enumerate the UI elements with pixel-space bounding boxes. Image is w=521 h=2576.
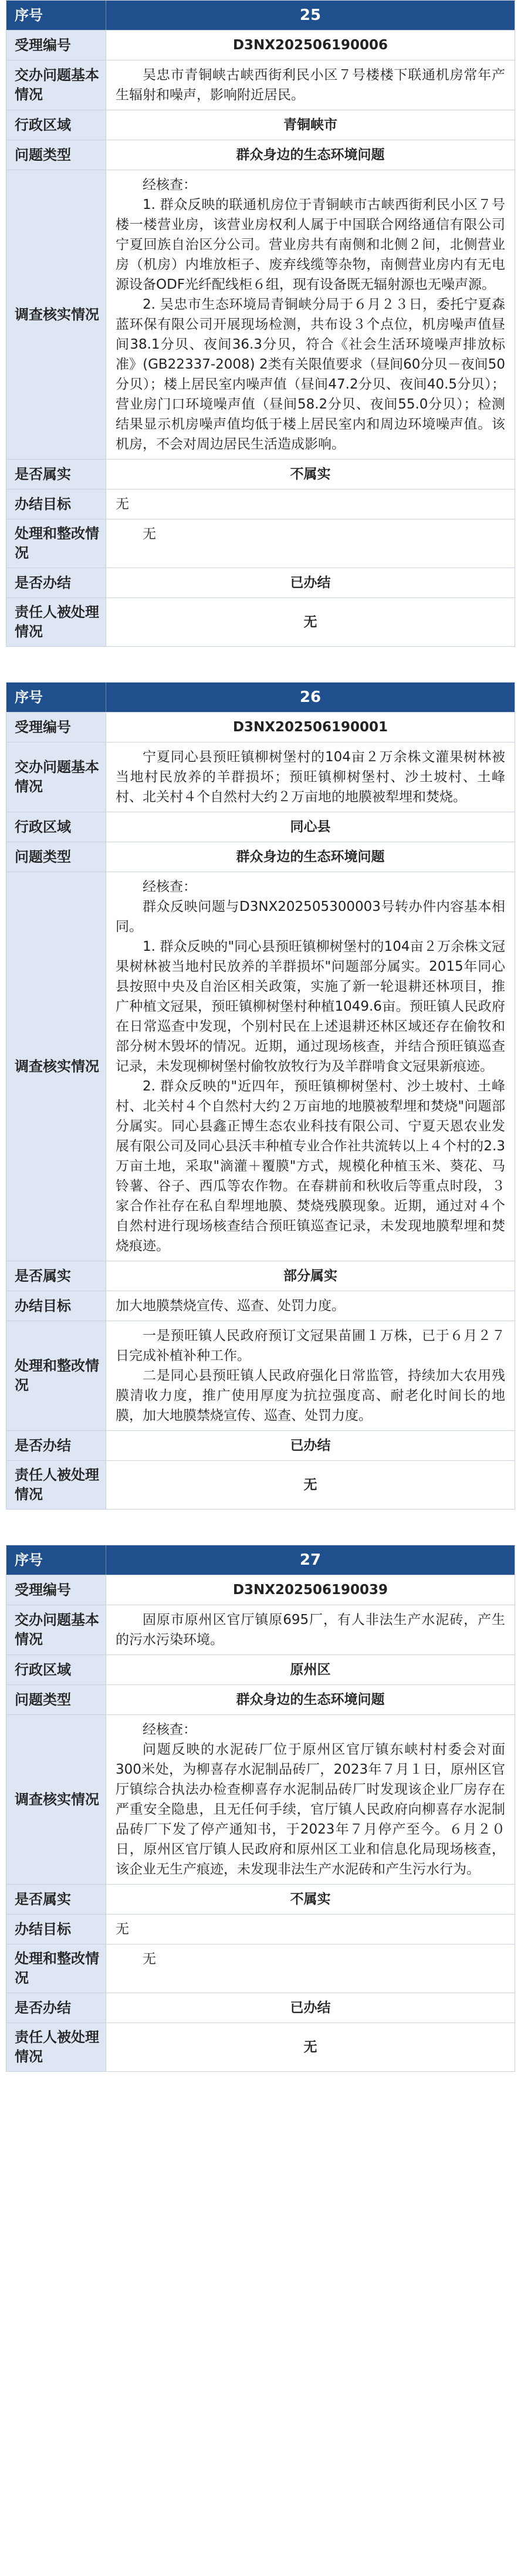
seq-label: 序号 bbox=[6, 1, 106, 30]
investigation-paragraph: 经核查： bbox=[143, 879, 197, 894]
issue-value bbox=[106, 742, 515, 812]
type-row bbox=[6, 842, 515, 872]
handling-paragraph: 一是预旺镇人民政府预订文冠果苗圃１万株，已于６月２７日完成补植补种工作。 bbox=[116, 1328, 505, 1363]
goal-row bbox=[6, 489, 515, 519]
seq-row bbox=[6, 1, 515, 30]
id-label: 受理编号 bbox=[6, 31, 106, 60]
id-value: D3NX202506190039 bbox=[232, 1582, 388, 1598]
id-row bbox=[6, 1575, 515, 1605]
handling-value bbox=[106, 1321, 515, 1430]
investigation-paragraph: 经核查： bbox=[143, 1722, 197, 1737]
seq-row bbox=[6, 1545, 515, 1575]
verified-label: 是否属实 bbox=[6, 1885, 106, 1914]
responsible-label: 责任人被处理情况 bbox=[6, 2023, 106, 2071]
verified-row bbox=[6, 459, 515, 489]
done-row bbox=[6, 568, 515, 597]
id-label: 受理编号 bbox=[6, 1575, 106, 1605]
type-value: 群众身边的生态环境问题 bbox=[236, 147, 385, 163]
responsible-value: 无 bbox=[303, 2040, 317, 2055]
investigation-paragraph: 问题反映的水泥砖厂位于原州区官厅镇东峡村村委会对面300米处，为柳喜存水泥制品砖厂，2023年７月１日，原州区官厅镇综合执法办检查柳喜存水泥制品砖厂时发现该企业厂房存在严重安全隐患，且无任何手续，官厅镇人民政府向柳喜存水泥制品砖厂下发了停产通知书，于2023年７月停产至今。６月２０日，原州区官厅镇人民政府和原州区工业和信息化局现场核查，该企业无生产痕迹，未发现非法生产水泥砖和产生污水行为。 bbox=[116, 1742, 505, 1877]
verified-value: 部分属实 bbox=[283, 1268, 337, 1284]
area-value: 原州区 bbox=[290, 1662, 331, 1677]
responsible-label: 责任人被处理情况 bbox=[6, 598, 106, 646]
investigation-row bbox=[6, 170, 515, 459]
case-table bbox=[6, 0, 515, 647]
responsible-label: 责任人被处理情况 bbox=[6, 1461, 106, 1509]
handling-row bbox=[6, 1944, 515, 1993]
handling-paragraph: 无 bbox=[143, 526, 156, 542]
investigation-label: 调查核实情况 bbox=[6, 1715, 106, 1884]
type-label: 问题类型 bbox=[6, 1685, 106, 1714]
id-label: 受理编号 bbox=[6, 713, 106, 742]
area-row bbox=[6, 812, 515, 842]
handling-row bbox=[6, 519, 515, 568]
id-value: D3NX202506190001 bbox=[232, 720, 388, 735]
verified-row bbox=[6, 1261, 515, 1291]
done-label: 是否办结 bbox=[6, 1993, 106, 2023]
investigation-value bbox=[106, 170, 515, 459]
area-row bbox=[6, 110, 515, 140]
investigation-row bbox=[6, 872, 515, 1261]
seq-value: 27 bbox=[299, 1551, 322, 1569]
done-value: 已办结 bbox=[290, 2000, 331, 2015]
type-row bbox=[6, 140, 515, 170]
area-label: 行政区域 bbox=[6, 110, 106, 140]
issue-text: 宁夏同心县预旺镇柳树堡村的104亩２万余株文灌果树林被当地村民放养的羊群损坏；预旺镇柳树堡村、沙土坡村、土峰村、北关村４个自然村大约２万亩地的地膜被犁埋和焚烧。 bbox=[116, 749, 505, 805]
investigation-paragraph: 经核查： bbox=[143, 177, 197, 193]
type-value: 群众身边的生态环境问题 bbox=[236, 849, 385, 865]
area-label: 行政区域 bbox=[6, 1655, 106, 1684]
issue-row bbox=[6, 1605, 515, 1655]
handling-label: 处理和整改情况 bbox=[6, 519, 106, 568]
done-value: 已办结 bbox=[290, 575, 331, 590]
card-spacer bbox=[0, 1510, 521, 1545]
id-row bbox=[6, 712, 515, 742]
handling-value bbox=[106, 1944, 515, 1993]
seq-value: 26 bbox=[299, 688, 322, 706]
done-row bbox=[6, 1993, 515, 2023]
goal-row bbox=[6, 1914, 515, 1944]
area-value: 同心县 bbox=[290, 819, 331, 835]
goal-label: 办结目标 bbox=[6, 1915, 106, 1944]
issue-value bbox=[106, 1605, 515, 1655]
type-value: 群众身边的生态环境问题 bbox=[236, 1692, 385, 1707]
area-row bbox=[6, 1655, 515, 1684]
seq-label: 序号 bbox=[6, 1545, 106, 1575]
goal-value: 无 bbox=[116, 1922, 129, 1937]
id-row bbox=[6, 30, 515, 60]
verified-value: 不属实 bbox=[290, 467, 331, 482]
investigation-value bbox=[106, 872, 515, 1261]
investigation-paragraph: 2. 群众反映的"近四年，预旺镇柳树堡村、沙土坡村、土峰村、北关村４个自然村大约２万亩地的地膜被犁埋和焚烧"问题部分属实。同心县鑫正博生态农业科技有限公司、宁夏天恩农业发展有限公司及同心县沃丰种植专业合作社共流转以上４个村的2.3万亩土地，采取"滴灌＋覆膜"方式，规模化种植玉米、葵花、马铃薯、谷子、西瓜等农作物。在春耕前和秋收后等重点时段，３家合作社存在私自犁埋地膜、焚烧残膜现象。近期，通过对４个自然村进行现场核查结合预旺镇巡查记录，未发现地膜犁埋和焚烧痕迹。 bbox=[116, 1079, 505, 1254]
responsible-row bbox=[6, 1460, 515, 1509]
responsible-row bbox=[6, 2023, 515, 2071]
issue-text: 吴忠市青铜峡古峡西街利民小区７号楼楼下联通机房常年产生辐射和噪声，影响附近居民。 bbox=[116, 67, 505, 103]
handling-paragraph: 二是同心县预旺镇人民政府强化日常监管，持续加大农用残膜清收力度，推广使用厚度为抗拉强度高、耐老化时间长的地膜，加大地膜禁烧宣传、巡查、处罚力度。 bbox=[116, 1368, 505, 1423]
goal-row bbox=[6, 1291, 515, 1321]
seq-value: 25 bbox=[299, 6, 322, 24]
goal-value: 无 bbox=[116, 497, 129, 512]
type-row bbox=[6, 1684, 515, 1714]
card-spacer bbox=[0, 647, 521, 682]
investigation-paragraph: 1. 群众反映的联通机房位于青铜峡市古峡西街利民小区７号楼一楼营业房，该营业房权利人属于中国联合网络通信有限公司宁夏回族自治区分公司。营业房共有南侧和北侧２间，北侧营业房（机房）内堆放柜子、废弃线缆等杂物，南侧营业房内有无电源设备ODF光纤配线柜６组，现有设备既无辐射源也无噪声源。 bbox=[116, 197, 505, 292]
issue-label: 交办问题基本情况 bbox=[6, 60, 106, 110]
goal-value: 加大地膜禁烧宣传、巡查、处罚力度。 bbox=[116, 1298, 345, 1314]
goal-label: 办结目标 bbox=[6, 1291, 106, 1321]
seq-label: 序号 bbox=[6, 683, 106, 712]
handling-paragraph: 无 bbox=[143, 1952, 156, 1967]
investigation-row bbox=[6, 1714, 515, 1884]
issue-label: 交办问题基本情况 bbox=[6, 742, 106, 812]
investigation-label: 调查核实情况 bbox=[6, 872, 106, 1261]
investigation-paragraph: 2. 吴忠市生态环境局青铜峡分局于６月２３日，委托宁夏森蓝环保有限公司开展现场检测，共布设３个点位，机房噪声值昼间38.1分贝、夜间36.3分贝，符合《社会生活环境噪声排放标准》(GB22337-2008) 2类有关限值要求（昼间60分贝－夜间50分贝）；楼上居民室内噪声值（昼间47.2分贝、夜间40.5分贝）；营业房门口环境噪声值（昼间58.2分贝、夜间55.0分贝）；检测结果显示机房噪声值均低于楼上居民室内和周边环境噪声值。该机房，不会对周边居民生活造成影响。 bbox=[116, 297, 506, 452]
handling-label: 处理和整改情况 bbox=[6, 1944, 106, 1993]
investigation-label: 调查核实情况 bbox=[6, 170, 106, 459]
type-label: 问题类型 bbox=[6, 842, 106, 872]
case-table bbox=[6, 682, 515, 1510]
verified-row bbox=[6, 1884, 515, 1914]
done-label: 是否办结 bbox=[6, 1431, 106, 1460]
handling-label: 处理和整改情况 bbox=[6, 1321, 106, 1430]
goal-label: 办结目标 bbox=[6, 489, 106, 519]
issue-row bbox=[6, 742, 515, 812]
responsible-row bbox=[6, 597, 515, 646]
verified-label: 是否属实 bbox=[6, 460, 106, 489]
area-label: 行政区域 bbox=[6, 812, 106, 842]
verified-value: 不属实 bbox=[290, 1892, 331, 1907]
id-value: D3NX202506190006 bbox=[232, 38, 388, 53]
type-label: 问题类型 bbox=[6, 140, 106, 170]
case-table bbox=[6, 1545, 515, 2072]
done-value: 已办结 bbox=[290, 1438, 331, 1453]
done-label: 是否办结 bbox=[6, 568, 106, 597]
responsible-value: 无 bbox=[303, 615, 317, 630]
done-row bbox=[6, 1430, 515, 1460]
investigation-paragraph: 群众反映问题与D3NX202505300003号转办件内容基本相同。 bbox=[116, 899, 505, 934]
issue-value bbox=[106, 60, 515, 110]
investigation-paragraph: 1. 群众反映的"同心县预旺镇柳树堡村的104亩２万余株文冠果树林被当地村民放养的羊群损坏"问题部分属实。2015年同心县按照中央及自治区相关政策，实施了新一轮退耕还林项目，推广种植文冠果，预旺镇柳树堡村种植1049.6亩。预旺镇人民政府在日常巡查中发现，个别村民在上述退耕还林区域还存在偷牧和部分树木毁坏的情况。近期，通过现场核查，并结合预旺镇巡查记录，未发现柳树堡村偷牧放牧行为及羊群啃食文冠果新痕迹。 bbox=[116, 939, 505, 1074]
responsible-value: 无 bbox=[303, 1477, 317, 1493]
handling-value bbox=[106, 519, 515, 568]
area-value: 青铜峡市 bbox=[283, 117, 337, 133]
issue-text: 固原市原州区官厅镇原695厂，有人非法生产水泥砖，产生的污水污染环境。 bbox=[116, 1612, 505, 1647]
investigation-value bbox=[106, 1715, 515, 1884]
seq-row bbox=[6, 683, 515, 712]
handling-row bbox=[6, 1321, 515, 1430]
issue-label: 交办问题基本情况 bbox=[6, 1605, 106, 1655]
issue-row bbox=[6, 60, 515, 110]
verified-label: 是否属实 bbox=[6, 1261, 106, 1291]
